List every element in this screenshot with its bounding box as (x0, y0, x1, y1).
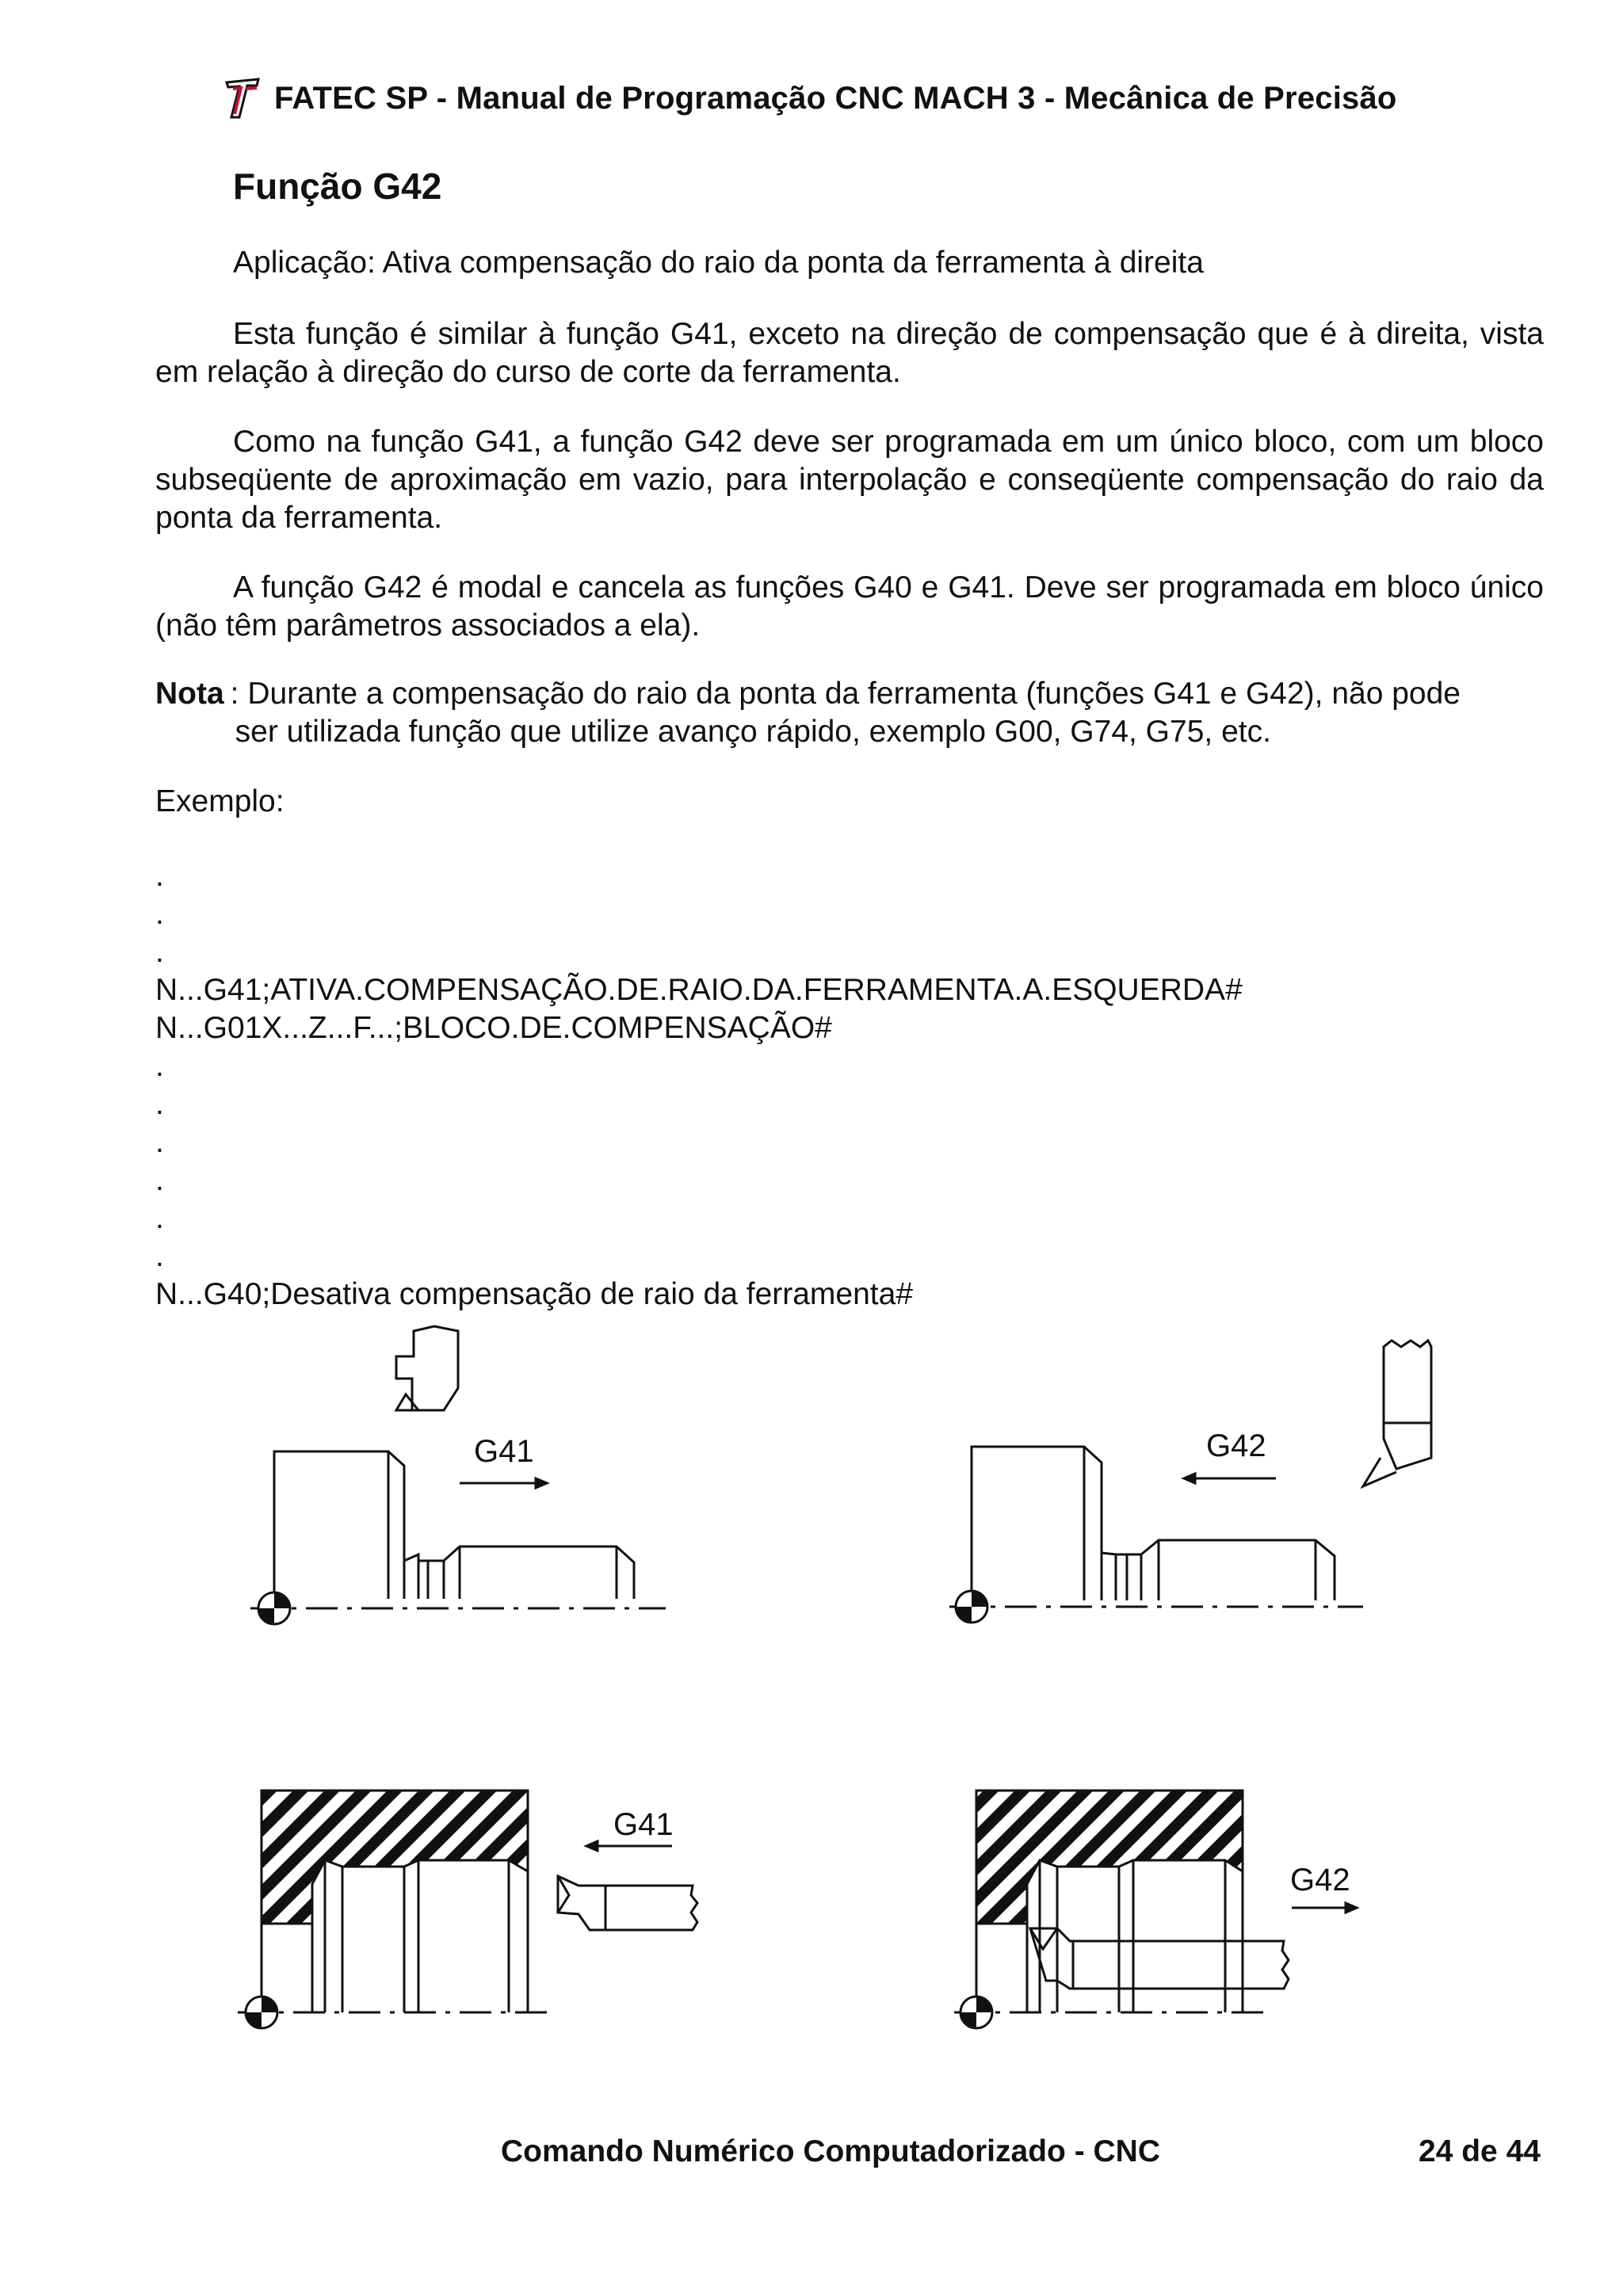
label-top-right: G42 (1206, 1428, 1266, 1463)
application-text: Aplicação: Ativa compensação do raio da ponta da ferramenta à direita (233, 246, 1204, 280)
figures-svg (0, 1299, 1623, 2052)
note-line-1: : Durante a compensação do raio da ponta da ferramenta (funções G41 e G42), não pode (230, 677, 1461, 711)
paragraph-1: Esta função é similar à função G41, exceto na direção de compensação que é à direita, vista em relação à direção do curso de corte da ferramenta. (155, 317, 1544, 389)
code-line: . (155, 1049, 164, 1083)
note-line-2: ser utilizada função que utilize avanço rápido, exemplo G00, G74, G75, etc. (235, 715, 1271, 749)
code-line: . (155, 1201, 164, 1235)
label-top-left: G41 (474, 1434, 534, 1469)
fatec-logo-icon (222, 76, 263, 120)
page-header (222, 76, 1458, 120)
code-line: . (155, 859, 164, 893)
code-line: N...G41;ATIVA.COMPENSAÇÃO.DE.RAIO.DA.FERRAMENTA.A.ESQUERDA# (155, 973, 1243, 1007)
origin-marker-icon (956, 1591, 987, 1623)
code-line: . (155, 1087, 164, 1121)
example-label: Exemplo: (155, 784, 285, 818)
origin-marker-icon (258, 1592, 290, 1624)
header-title: FATEC SP - Manual de Programação CNC MACH 3 - Mecânica de Precisão (274, 80, 1397, 116)
page-number: 24 de 44 (1419, 2134, 1541, 2168)
figure-top-right (949, 1341, 1431, 1607)
compensation-figures (0, 1299, 1623, 2052)
footer-title: Comando Numérico Computadorizado - CNC (501, 2134, 1161, 2168)
note-block (155, 675, 1544, 751)
section-title: Função G42 (233, 166, 442, 207)
code-line: N...G40;Desativa compensação de raio da ferramenta# (155, 1277, 914, 1311)
origin-marker-icon (960, 1997, 992, 2028)
code-line: . (155, 935, 164, 969)
origin-marker-icon (246, 1997, 277, 2028)
label-bottom-left: G41 (613, 1807, 674, 1842)
note-text (224, 675, 1544, 751)
code-line: . (155, 897, 164, 931)
code-line: . (155, 1163, 164, 1197)
label-bottom-right: G42 (1290, 1863, 1350, 1897)
paragraph-2: Como na função G41, a função G42 deve ser programada em um único bloco, com um bloco subseqüente de aproximação em vazio, para interpolação e conseqüente compensação do raio da ponta da ferramenta. (155, 425, 1544, 535)
code-listing (155, 857, 1243, 1314)
code-line: . (155, 1239, 164, 1273)
note-label: Nota (155, 677, 224, 711)
paragraph-3: A função G42 é modal e cancela as funções G40 e G41. Deve ser programada em bloco único (não têm parâmetros associados a ela). (155, 570, 1544, 643)
code-line: N...G01X...Z...F...;BLOCO.DE.COMPENSAÇÃO# (155, 1011, 832, 1045)
code-line: . (155, 1125, 164, 1159)
page-footer (0, 2134, 1623, 2174)
figure-top-left (250, 1326, 666, 1608)
figure-bottom-right (954, 1791, 1357, 2012)
